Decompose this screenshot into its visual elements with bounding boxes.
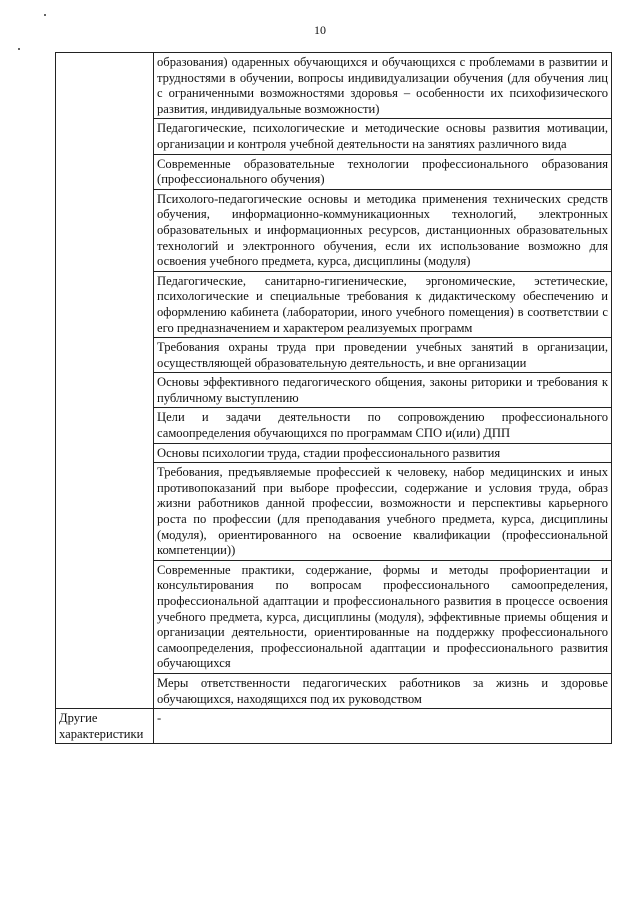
table-cell: Цели и задачи деятельности по сопровождению профессионального самоопределения обучающихся по программам СПО и(или) ДПП [154, 408, 612, 443]
table-row-other [56, 709, 612, 744]
table-cell: Основы психологии труда, стадии профессионального развития [154, 443, 612, 463]
page-number: 10 [314, 23, 326, 37]
scan-speck [44, 14, 46, 16]
table-cell: Меры ответственности педагогических работников за жизнь и здоровье обучающихся, находящихся под их руководством [154, 673, 612, 708]
table-cell: Требования охраны труда при проведении учебных занятий в организации, осуществляющей образовательную деятельность, и вне организации [154, 338, 612, 373]
other-characteristics-value: - [154, 709, 612, 744]
other-characteristics-label: Другие характеристики [56, 709, 154, 744]
table-cell: Современные практики, содержание, формы и методы профориентации и консультирования по вопросам профессионального самоопределения, профессиональной адаптации и профессионального развития в процессе освоения учебного предмета, курса, дисциплины (модуля), эффективные приемы общения и организации деятельности, ориентированные на поддержку профессионального самоопределения, профессиональной адаптации и профессионального развития обучающихся [154, 560, 612, 673]
table-cell: Психолого-педагогические основы и методика применения технических средств обучения, информационно-коммуникационных технологий, электронных образовательных и информационных ресурсов, дистанционных образовательных технологий и электронного обучения, если их использование возможно для освоения учебного предмета, курса, дисциплины (модуля) [154, 189, 612, 271]
table-cell: образования) одаренных обучающихся и обучающихся с проблемами в развитии и трудностями в обучении, вопросы индивидуализации обучения (для обучения лиц с ограниченными возможностями здоровья – особенности их психофизического развития, индивидуальные возможности) [154, 53, 612, 119]
table-cell: Современные образовательные технологии профессионального образования (профессионального обучения) [154, 154, 612, 189]
table-cell: Требования, предъявляемые профессией к человеку, набор медицинских и иных противопоказаний при выборе профессии, содержание и условия труда, образ жизни работников данной профессии, возможности и перспективы карьерного роста по профессии (для преподавания учебного предмета, курса, дисциплины (модуля), ориентированного на освоение квалификации (профессиональной компетенции)) [154, 463, 612, 561]
table-cell: Основы эффективного педагогического общения, законы риторики и требования к публичному выступлению [154, 373, 612, 408]
table-cell: Педагогические, психологические и методические основы развития мотивации, организации и контроля учебной деятельности на занятиях различного вида [154, 119, 612, 154]
scan-speck [18, 48, 20, 50]
label-cell-empty [56, 53, 154, 709]
table-cell: Педагогические, санитарно-гигиенические, эргономические, эстетические, психологические и специальные требования к дидактическому обеспечению и оформлению кабинета (лаборатории, иного учебного помещения) в соответствии с его предназначением и характером реализуемых программ [154, 271, 612, 337]
knowledge-table [55, 52, 612, 744]
table-row [56, 53, 612, 119]
